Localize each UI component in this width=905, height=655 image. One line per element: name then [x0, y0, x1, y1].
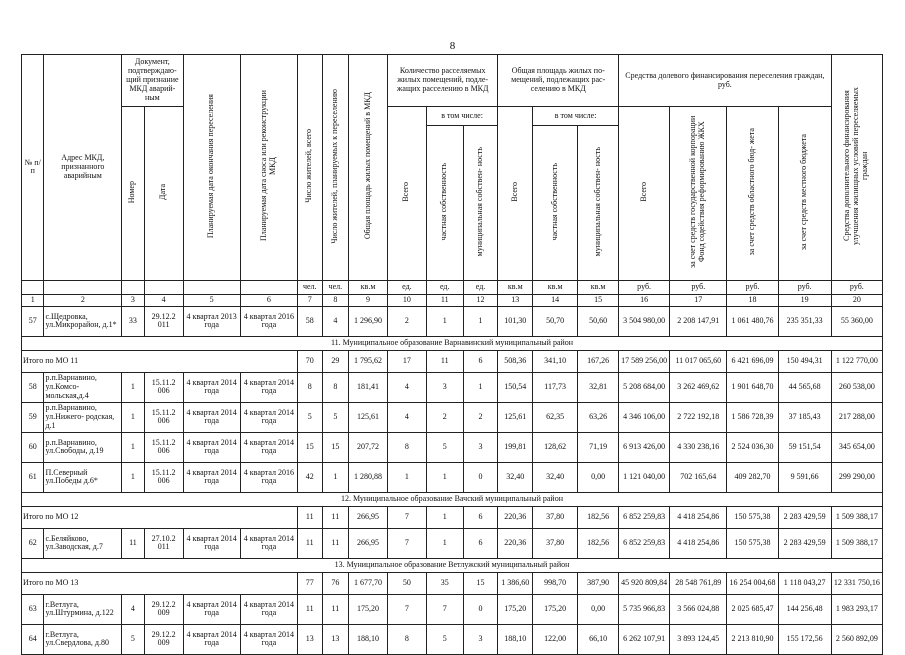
column-number-cell: 10 — [387, 294, 426, 306]
table-cell: 2 213 810,90 — [727, 624, 778, 654]
table-cell: 29.12.2 011 — [144, 306, 183, 336]
table-cell: 33 — [122, 306, 144, 336]
table-cell: 2 722 192,18 — [670, 402, 727, 432]
table-cell: 188,10 — [349, 624, 388, 654]
table-cell: 3 — [463, 432, 498, 462]
total-cell: 17 589 256,00 — [619, 350, 670, 372]
table-cell: 1 — [463, 372, 498, 402]
section-row — [22, 336, 883, 350]
table-cell: 4 330 238,16 — [670, 432, 727, 462]
table-cell: 63 — [22, 594, 44, 624]
table-cell: 4 квартал 2014 года — [240, 624, 297, 654]
table-cell: 188,10 — [498, 624, 533, 654]
total-cell: 182,56 — [578, 506, 619, 528]
section-title: 12. Муниципальное образование Вачский муниципальный район — [22, 492, 883, 506]
section-row — [22, 558, 883, 572]
total-cell: 1 — [426, 506, 463, 528]
column-number-cell: 1 — [22, 294, 44, 306]
column-number-cell: 14 — [533, 294, 578, 306]
address-cell: р.п.Варнавино, ул.Комсо- мольская,д.4 — [44, 372, 122, 402]
unit-cell: кв.м — [349, 280, 388, 294]
column-number-cell: 15 — [578, 294, 619, 306]
table-cell: 4 квартал 2014 года — [183, 402, 240, 432]
table-cell: 8 — [322, 372, 349, 402]
column-number-cell: 9 — [349, 294, 388, 306]
header-num: № п/ п — [22, 55, 44, 281]
unit-cell: руб. — [831, 280, 882, 294]
total-cell: 77 — [298, 572, 323, 594]
table-cell: 181,41 — [349, 372, 388, 402]
table-cell: 1 — [122, 432, 144, 462]
table-cell: 27.10.2 011 — [144, 528, 183, 558]
total-row — [22, 506, 883, 528]
table-cell: 32,81 — [578, 372, 619, 402]
table-cell: 125,61 — [498, 402, 533, 432]
table-cell: 5 — [426, 624, 463, 654]
table-cell: 1 280,88 — [349, 462, 388, 492]
header-residents-total: Число жителей, всего — [304, 129, 314, 203]
table-cell: 217 288,00 — [831, 402, 882, 432]
table-cell: 6 262 107,91 — [619, 624, 670, 654]
section-title: 11. Муниципальное образование Варнавинский муниципальный район — [22, 336, 883, 350]
total-cell: 220,36 — [498, 506, 533, 528]
address-cell: г.Ветлуга, ул.Штурмина, д.122 — [44, 594, 122, 624]
column-number-cell: 4 — [144, 294, 183, 306]
section-row — [22, 492, 883, 506]
table-cell: 4 квартал 2014 года — [240, 528, 297, 558]
table-cell: 5 208 684,00 — [619, 372, 670, 402]
unit-cell: руб. — [727, 280, 778, 294]
page-number: 8 — [449, 40, 456, 52]
total-cell: 16 254 004,68 — [727, 572, 778, 594]
total-cell: 1 509 388,17 — [831, 506, 882, 528]
table-cell: 3 — [463, 624, 498, 654]
table-cell: 1 061 480,76 — [727, 306, 778, 336]
table-cell: 15 — [298, 432, 323, 462]
address-cell: р.п.Варнавино, ул.Свободы, д.19 — [44, 432, 122, 462]
column-number-cell: 20 — [831, 294, 882, 306]
table-cell: 5 — [322, 402, 349, 432]
table-cell: 4 квартал 2014 года — [183, 594, 240, 624]
column-number-cell: 17 — [670, 294, 727, 306]
table-cell: 175,20 — [533, 594, 578, 624]
table-cell: 62 — [22, 528, 44, 558]
column-number-cell: 19 — [778, 294, 831, 306]
table-cell: 260 538,00 — [831, 372, 882, 402]
table-cell: 155 172,56 — [778, 624, 831, 654]
table-cell: 1 983 293,17 — [831, 594, 882, 624]
table-cell: 29.12.2 009 — [144, 624, 183, 654]
column-number-cell: 8 — [322, 294, 349, 306]
header-doc-group: Документ, подтверждаю- щий признание МКД аварий- ным — [122, 55, 183, 107]
table-cell: 0,00 — [578, 594, 619, 624]
header-funds-total: Всего — [638, 182, 648, 202]
table-cell: 60 — [22, 432, 44, 462]
table-cell: 2 — [387, 306, 426, 336]
table-cell: 117,73 — [533, 372, 578, 402]
table-cell: 66,10 — [578, 624, 619, 654]
address-cell: р.п.Варнавино, ул.Нижего- родская, д.1 — [44, 402, 122, 432]
total-cell: 508,36 — [498, 350, 533, 372]
header-area-municipal: муниципальная собствен- ность — [592, 146, 602, 257]
total-cell: 1 795,62 — [349, 350, 388, 372]
table-cell: 37,80 — [533, 528, 578, 558]
table-cell: 2 — [463, 402, 498, 432]
total-row — [22, 350, 883, 372]
table-cell: 150,54 — [498, 372, 533, 402]
table-cell: 207,72 — [349, 432, 388, 462]
column-number-row — [22, 294, 883, 306]
table-body — [22, 306, 883, 654]
column-number-cell: 7 — [298, 294, 323, 306]
table-cell: 59 — [22, 402, 44, 432]
header-area-sub-total: Всего — [509, 182, 519, 202]
column-number-cell: 6 — [240, 294, 297, 306]
table-cell: 4 квартал 2014 года — [240, 594, 297, 624]
unit-cell: кв.м — [498, 280, 533, 294]
header-area-total: Общая площадь жилых помещений в МКД — [362, 92, 372, 240]
header-qty-private: частная собственность — [439, 162, 449, 241]
table-row — [22, 306, 883, 336]
table-cell: 1 — [426, 462, 463, 492]
table-cell: 235 351,33 — [778, 306, 831, 336]
table-cell: 32,40 — [498, 462, 533, 492]
header-qty-incl: в том числе: — [426, 107, 498, 126]
unit-cell: ед. — [387, 280, 426, 294]
table-cell: 1 296,90 — [349, 306, 388, 336]
table-cell: 4 квартал 2014 года — [183, 624, 240, 654]
total-cell: 76 — [322, 572, 349, 594]
address-cell: П.Северный ул.Победы д.6* — [44, 462, 122, 492]
table-cell: 7 — [387, 528, 426, 558]
table-cell: 5 — [298, 402, 323, 432]
total-cell: 15 — [463, 572, 498, 594]
table-cell: 182,56 — [578, 528, 619, 558]
table-cell: 63,26 — [578, 402, 619, 432]
unit-cell: кв.м — [578, 280, 619, 294]
column-number-cell: 5 — [183, 294, 240, 306]
column-number-cell: 12 — [463, 294, 498, 306]
total-cell: 6 852 259,83 — [619, 506, 670, 528]
table-row — [22, 432, 883, 462]
header-qty-municipal: муниципальная собствен- ность — [475, 146, 485, 257]
table-cell: 702 165,64 — [670, 462, 727, 492]
table-row — [22, 462, 883, 492]
total-cell: 50 — [387, 572, 426, 594]
header-fund-region: за счет средств областного бюд- жета — [747, 128, 756, 256]
table-cell: 5 — [426, 432, 463, 462]
total-cell: 45 920 809,84 — [619, 572, 670, 594]
table-cell: 8 — [387, 624, 426, 654]
header-doc-number: Номер — [127, 180, 137, 204]
total-cell: 6 — [463, 506, 498, 528]
table-cell: 15 — [322, 432, 349, 462]
table-cell: 15.11.2 006 — [144, 432, 183, 462]
table-cell: 0,00 — [578, 462, 619, 492]
table-cell: 4 квартал 2016 года — [240, 462, 297, 492]
header-fund-local: за счет средств местного бюджета — [799, 133, 809, 251]
table-cell: 4 квартал 2014 года — [183, 528, 240, 558]
header-fund-corp: за счет средств государственной корпорации Фонд содействия реформированию ЖКХ — [688, 115, 707, 269]
table-cell: 3 566 024,88 — [670, 594, 727, 624]
table-cell: 4 квартал 2014 года — [240, 372, 297, 402]
table-cell: 5 — [122, 624, 144, 654]
total-label: Итого по МО 11 — [22, 350, 298, 372]
header-area-group: Общая площадь жилых по- мещений, подлежащих рас- селению в МКД — [498, 55, 619, 107]
table-cell: 150 575,38 — [727, 528, 778, 558]
table-cell: 4 346 106,00 — [619, 402, 670, 432]
resettlement-table — [21, 54, 883, 655]
total-cell: 341,10 — [533, 350, 578, 372]
table-row — [22, 372, 883, 402]
table-cell: 32,40 — [533, 462, 578, 492]
table-cell: 0 — [463, 462, 498, 492]
table-cell: 1 901 648,70 — [727, 372, 778, 402]
total-cell: 1 118 043,27 — [778, 572, 831, 594]
total-cell: 150 494,31 — [778, 350, 831, 372]
table-cell: 29.12.2 009 — [144, 594, 183, 624]
column-number-cell: 13 — [498, 294, 533, 306]
table-cell: 50,60 — [578, 306, 619, 336]
table-cell: 4 квартал 2014 года — [240, 432, 297, 462]
table-cell: 11 — [322, 594, 349, 624]
table-cell: 2 — [426, 402, 463, 432]
table-cell: 1 121 040,00 — [619, 462, 670, 492]
total-cell: 1 122 770,00 — [831, 350, 882, 372]
table-cell: 1 — [322, 462, 349, 492]
address-cell: с.Беляйково, ул.Заводская, д.7 — [44, 528, 122, 558]
table-cell: 15.11.2 006 — [144, 402, 183, 432]
total-cell: 37,80 — [533, 506, 578, 528]
table-cell: 4 418 254,86 — [670, 528, 727, 558]
table-cell: 61 — [22, 462, 44, 492]
table-cell: 8 — [387, 432, 426, 462]
table-cell: 3 — [426, 372, 463, 402]
total-cell: 70 — [298, 350, 323, 372]
total-cell: 11 — [322, 506, 349, 528]
table-cell: 15.11.2 006 — [144, 462, 183, 492]
total-cell: 11 — [426, 350, 463, 372]
table-row — [22, 402, 883, 432]
table-cell: 1 — [463, 306, 498, 336]
total-cell: 7 — [387, 506, 426, 528]
table-cell: 11 — [298, 594, 323, 624]
table-cell: 1 — [426, 528, 463, 558]
table-cell: 11 — [122, 528, 144, 558]
table-cell: 57 — [22, 306, 44, 336]
header-plan-demolish: Планируемая дата сноса или реконструкции МКД — [258, 90, 277, 242]
table-cell: 3 893 124,45 — [670, 624, 727, 654]
total-cell: 12 331 750,16 — [831, 572, 882, 594]
header-fund-extra: Средства дополнительного финансирования улучшения жилищных условий переселяемых граждан — [842, 87, 870, 245]
units-row — [22, 280, 883, 294]
table-cell: 1 — [122, 462, 144, 492]
total-cell: 150 575,38 — [727, 506, 778, 528]
total-label: Итого по МО 12 — [22, 506, 298, 528]
column-number-cell: 18 — [727, 294, 778, 306]
table-cell: 9 591,66 — [778, 462, 831, 492]
table-cell: 7 — [387, 594, 426, 624]
table-cell: 2 208 147,91 — [670, 306, 727, 336]
table-cell: 175,20 — [349, 594, 388, 624]
total-cell: 998,70 — [533, 572, 578, 594]
table-cell: 2 524 036,30 — [727, 432, 778, 462]
header-plan-end: Планируемая дата окончания переселения — [206, 93, 216, 239]
total-cell: 17 — [387, 350, 426, 372]
unit-cell: ед. — [463, 280, 498, 294]
table-cell: 266,95 — [349, 528, 388, 558]
table-cell: 58 — [298, 306, 323, 336]
table-cell: 1 — [426, 306, 463, 336]
table-cell: 175,20 — [498, 594, 533, 624]
header-doc-date: Дата — [158, 184, 168, 200]
table-cell: 62,35 — [533, 402, 578, 432]
section-title: 13. Муниципальное образование Ветлужский муниципальный район — [22, 558, 883, 572]
table-cell: 58 — [22, 372, 44, 402]
table-cell: 4 квартал 2013 года — [183, 306, 240, 336]
total-cell: 2 283 429,59 — [778, 506, 831, 528]
unit-cell: чел. — [298, 280, 323, 294]
table-cell: 1 — [387, 462, 426, 492]
table-cell: 8 — [298, 372, 323, 402]
table-cell: 7 — [426, 594, 463, 624]
address-cell: г.Ветлуга, ул.Свердлова, д.80 — [44, 624, 122, 654]
table-row — [22, 528, 883, 558]
total-label: Итого по МО 13 — [22, 572, 298, 594]
header-funds-group: Средства долевого финансирования переселения граждан, руб. — [619, 55, 832, 107]
table-cell: 11 — [298, 528, 323, 558]
total-cell: 29 — [322, 350, 349, 372]
unit-cell: ед. — [426, 280, 463, 294]
total-cell: 11 017 065,60 — [670, 350, 727, 372]
table-cell: 6 — [463, 528, 498, 558]
table-cell: 409 282,70 — [727, 462, 778, 492]
table-cell: 4 — [322, 306, 349, 336]
table-cell: 1 586 728,39 — [727, 402, 778, 432]
document-table-wrapper — [21, 54, 883, 655]
table-cell: 13 — [322, 624, 349, 654]
column-number-cell: 3 — [122, 294, 144, 306]
table-cell: 55 360,00 — [831, 306, 882, 336]
table-cell: 2 560 892,09 — [831, 624, 882, 654]
table-cell: 1 509 388,17 — [831, 528, 882, 558]
total-row — [22, 572, 883, 594]
unit-cell: руб. — [778, 280, 831, 294]
unit-cell: кв.м — [533, 280, 578, 294]
table-cell: 44 565,68 — [778, 372, 831, 402]
table-cell: 64 — [22, 624, 44, 654]
table-cell: 1 — [122, 402, 144, 432]
table-cell: 4 квартал 2014 года — [183, 372, 240, 402]
table-cell: 71,19 — [578, 432, 619, 462]
table-cell: 13 — [298, 624, 323, 654]
total-cell: 4 418 254,86 — [670, 506, 727, 528]
total-cell: 6 — [463, 350, 498, 372]
table-cell: 0 — [463, 594, 498, 624]
total-cell: 35 — [426, 572, 463, 594]
table-row — [22, 624, 883, 654]
table-cell: 4 — [387, 372, 426, 402]
total-cell: 28 548 761,89 — [670, 572, 727, 594]
table-cell: 2 025 685,47 — [727, 594, 778, 624]
table-cell: 4 квартал 2014 года — [183, 462, 240, 492]
unit-cell: руб. — [619, 280, 670, 294]
table-cell: 6 852 259,83 — [619, 528, 670, 558]
table-cell: 299 290,00 — [831, 462, 882, 492]
column-number-cell: 16 — [619, 294, 670, 306]
table-cell: 4 квартал 2016 года — [240, 306, 297, 336]
table-cell: 5 735 966,83 — [619, 594, 670, 624]
total-cell: 266,95 — [349, 506, 388, 528]
address-cell: с.Щедровка, ул.Микрорайон, д.1* — [44, 306, 122, 336]
table-cell: 42 — [298, 462, 323, 492]
table-cell: 50,70 — [533, 306, 578, 336]
header-address: Адрес МКД, признанного аварийным — [44, 55, 122, 281]
table-cell: 4 квартал 2014 года — [240, 402, 297, 432]
table-row — [22, 594, 883, 624]
header-area-incl: в том числе: — [533, 107, 619, 126]
table-cell: 59 151,54 — [778, 432, 831, 462]
unit-cell: руб. — [670, 280, 727, 294]
table-cell: 101,30 — [498, 306, 533, 336]
column-number-cell: 11 — [426, 294, 463, 306]
total-cell: 387,90 — [578, 572, 619, 594]
header-qty-total: Всего — [401, 182, 411, 202]
table-cell: 128,62 — [533, 432, 578, 462]
table-cell: 220,36 — [498, 528, 533, 558]
table-cell: 125,61 — [349, 402, 388, 432]
table-cell: 122,00 — [533, 624, 578, 654]
total-cell: 1 677,70 — [349, 572, 388, 594]
total-cell: 11 — [298, 506, 323, 528]
header-area-private: частная собственность — [549, 162, 559, 241]
table-cell: 1 — [122, 372, 144, 402]
unit-cell: чел. — [322, 280, 349, 294]
table-cell: 2 283 429,59 — [778, 528, 831, 558]
table-cell: 4 — [387, 402, 426, 432]
table-cell: 345 654,00 — [831, 432, 882, 462]
table-cell: 4 — [122, 594, 144, 624]
table-cell: 37 185,43 — [778, 402, 831, 432]
column-number-cell: 2 — [44, 294, 122, 306]
table-cell: 4 квартал 2014 года — [183, 432, 240, 462]
total-cell: 1 386,60 — [498, 572, 533, 594]
table-cell: 15.11.2 006 — [144, 372, 183, 402]
total-cell: 6 421 696,09 — [727, 350, 778, 372]
table-cell: 199,81 — [498, 432, 533, 462]
table-cell: 3 262 469,62 — [670, 372, 727, 402]
table-cell: 6 913 426,00 — [619, 432, 670, 462]
header-qty-group: Количество расселяемых жилых помещений, подле- жащих расселению в МКД — [387, 55, 497, 107]
total-cell: 167,26 — [578, 350, 619, 372]
table-cell: 11 — [322, 528, 349, 558]
header-residents-planned: Число жителей, планируемых к переселению — [329, 88, 339, 244]
table-cell: 3 504 980,00 — [619, 306, 670, 336]
table-cell: 144 256,48 — [778, 594, 831, 624]
